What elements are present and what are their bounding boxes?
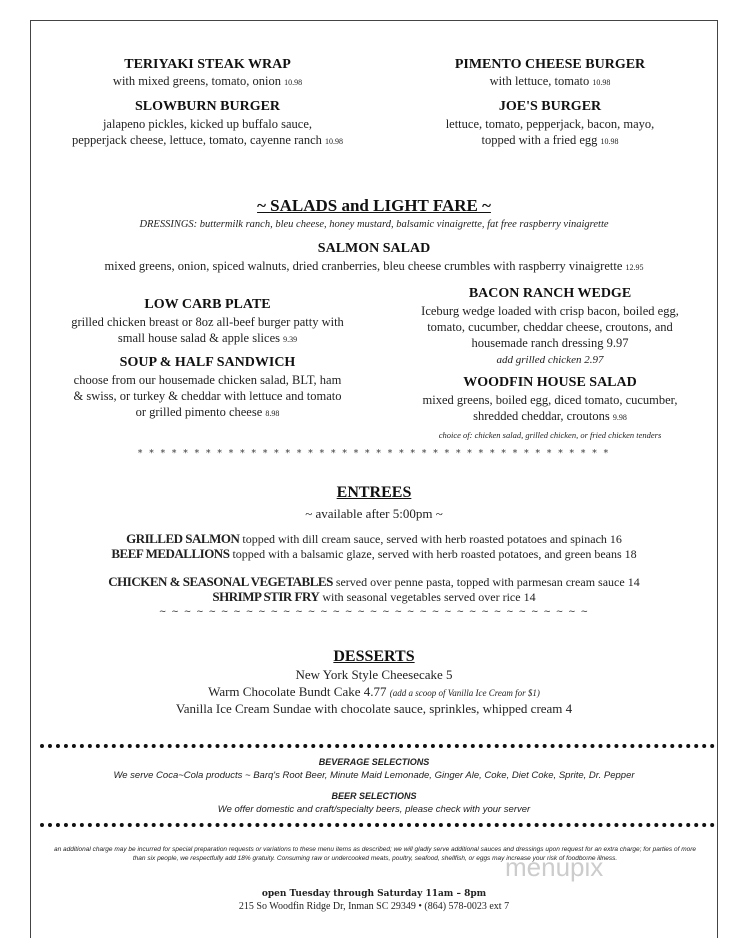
beverage-title: BEVERAGE SELECTIONS bbox=[318, 757, 430, 767]
item-name: BACON RANCH WEDGE bbox=[468, 286, 632, 301]
item-desc: Iceburg wedge loaded with crisp bacon, boiled egg, tomato, cucumber, cheddar cheese, croutons, and housemade ranch dressing 9.97 add grilled chicken 2.97 bbox=[421, 304, 679, 366]
watermark: menupix bbox=[505, 852, 604, 882]
dressings: DRESSINGS: buttermilk ranch, bleu cheese, honey mustard, balsamic vinaigrette, fat free raspberry vinaigrette bbox=[139, 219, 609, 230]
dotted-divider bbox=[40, 744, 715, 748]
section-title-desserts: DESSERTS bbox=[333, 648, 415, 665]
dessert-item: Vanilla Ice Cream Sundae with chocolate sauce, sprinkles, whipped cream 4 bbox=[175, 701, 573, 716]
item-name: SOUP & HALF SANDWICH bbox=[119, 355, 296, 370]
item-desc: choose from our housemade chicken salad, BLT, ham & swiss, or turkey & cheddar with lettuce and tomato or grilled pimento cheese 8.98 bbox=[73, 373, 342, 419]
dessert-item: Warm Chocolate Bundt Cake 4.77 (add a scoop of Vanilla Ice Cream for $1) bbox=[208, 684, 540, 699]
entree-item: BEEF MEDALLIONS topped with a balsamic glaze, served with herb roasted potatoes, and green beans 18 bbox=[111, 546, 637, 561]
item-name: WOODFIN HOUSE SALAD bbox=[463, 375, 637, 390]
item-name: PIMENTO CHEESE BURGER bbox=[454, 57, 646, 72]
entree-item: GRILLED SALMON topped with dill cream sauce, served with herb roasted potatoes and spinach 16 bbox=[126, 531, 622, 546]
entree-item: SHRIMP STIR FRY with seasonal vegetables served over rice 14 bbox=[212, 589, 536, 604]
section-title-entrees: ENTREES bbox=[336, 484, 412, 501]
entrees-subtitle: ~ available after 5:00pm ~ bbox=[305, 506, 443, 521]
item-name: SALMON SALAD bbox=[317, 241, 431, 256]
item-desc: grilled chicken breast or 8oz all-beef burger patty with small house salad & apple slices 9.39 bbox=[71, 315, 344, 345]
dotted-divider bbox=[40, 823, 715, 827]
beer-title: BEER SELECTIONS bbox=[331, 791, 417, 801]
address: 215 So Woodfin Ridge Dr, Inman SC 29349 • (864) 578-0023 ext 7 bbox=[238, 901, 510, 912]
item-name: JOE'S BURGER bbox=[498, 99, 602, 114]
dessert-item: New York Style Cheesecake 5 bbox=[295, 667, 453, 682]
item-desc: with mixed greens, tomato, onion 10.98 bbox=[112, 74, 303, 88]
item-desc: lettuce, tomato, pepperjack, bacon, mayo, topped with a fried egg 10.98 bbox=[445, 117, 655, 147]
item-name: LOW CARB PLATE bbox=[144, 297, 271, 312]
item-desc: mixed greens, onion, spiced walnuts, dried cranberries, bleu cheese crumbles with raspberry vinaigrette 12.95 bbox=[104, 259, 644, 273]
disclaimer: an additional charge may be incurred for special preparation requests or variations to these menu items as described; we will gladly serve additional sauces and dressings upon request for an extra charge; for parties of more than six people, we respectfully add 18% gratuity. Consuming raw or undercooked meats, poultry, seafood, shellfish, or eggs may increase your risk of foodborne illness. bbox=[53, 846, 697, 862]
tilde-separator: ~ ~ ~ ~ ~ ~ ~ ~ ~ ~ ~ ~ ~ ~ ~ ~ ~ ~ ~ ~ ~ ~ ~ ~ ~ ~ ~ ~ ~ ~ ~ ~ ~ ~ ~ bbox=[158, 607, 590, 617]
hours: open Tuesday through Saturday 11am – 8pm bbox=[261, 889, 487, 899]
beer-desc: We offer domestic and craft/specialty beers, please check with your server bbox=[217, 804, 531, 815]
item-name: SLOWBURN BURGER bbox=[134, 99, 281, 114]
item-desc: jalapeno pickles, kicked up buffalo sauce, pepperjack cheese, lettuce, tomato, cayenne ranch 10.98 bbox=[72, 117, 343, 147]
item-desc: with lettuce, tomato 10.98 bbox=[489, 74, 611, 88]
star-separator: * * * * * * * * * * * * * * * * * * * * * * * * * * * * * * * * * * * * * * * * * * bbox=[137, 449, 611, 459]
entree-item: CHICKEN & SEASONAL VEGETABLES served over penne pasta, topped with parmesan cream sauce 14 bbox=[108, 574, 640, 589]
item-name: TERIYAKI STEAK WRAP bbox=[124, 57, 291, 72]
section-title-salads: ~ SALADS and LIGHT FARE ~ bbox=[257, 196, 491, 215]
item-desc: mixed greens, boiled egg, diced tomato, cucumber, shredded cheddar, croutons 9.98 choice of: chicken salad, grilled chicken, or fried chicken tenders bbox=[422, 393, 678, 440]
beverage-desc: We serve Coca~Cola products ~ Barq's Root Beer, Minute Maid Lemonade, Ginger Ale, Coke, Diet Coke, Sprite, Dr. Pepper bbox=[113, 770, 635, 781]
